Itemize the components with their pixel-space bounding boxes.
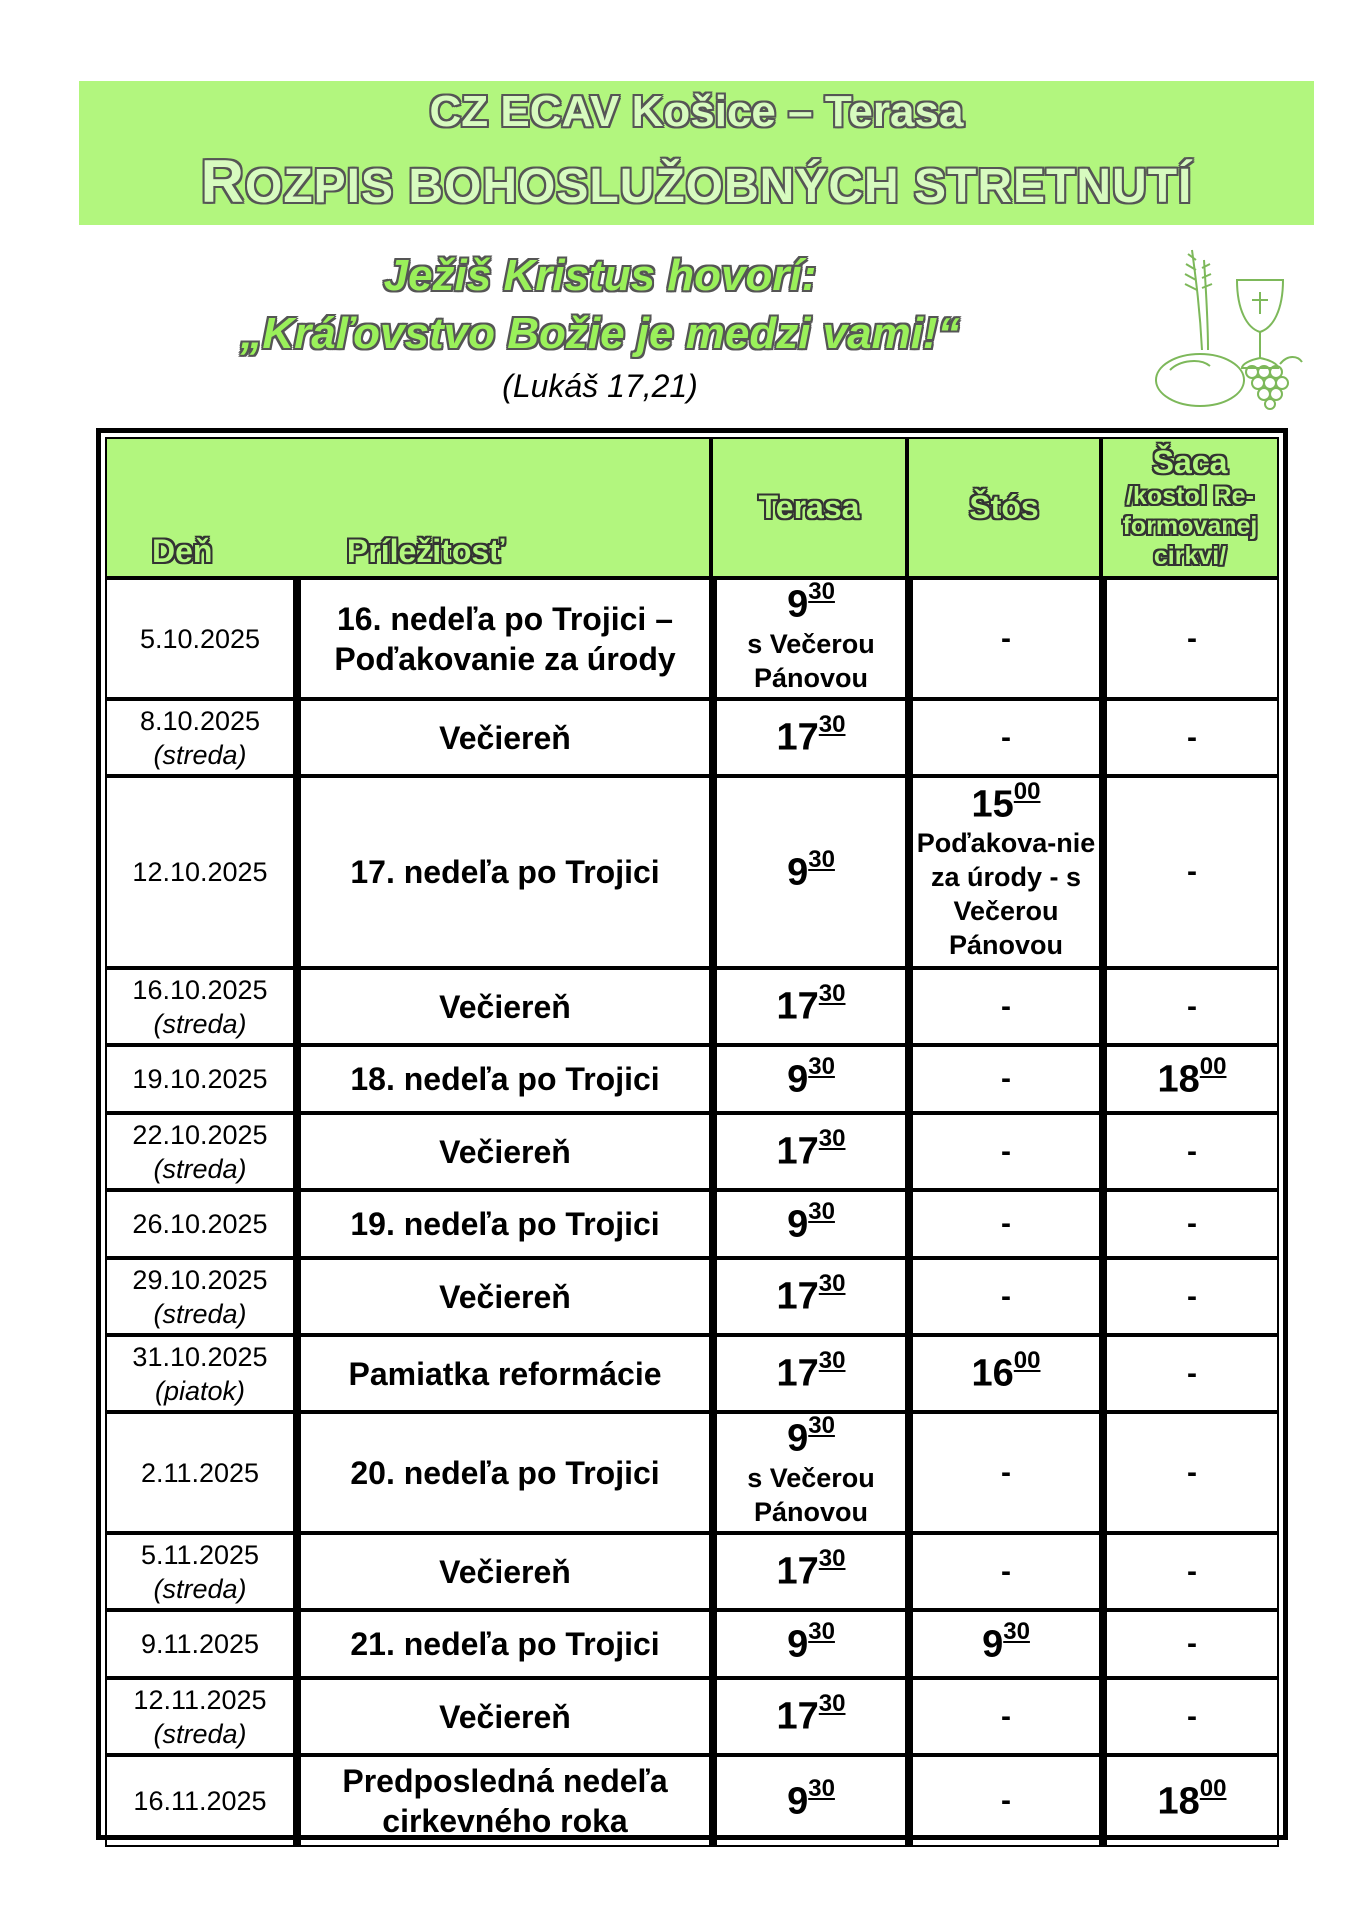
saca-cell (1101, 968, 1279, 1045)
time-minute: 30 (818, 1690, 846, 1718)
quote-reference: (Lukáš 17,21) (502, 368, 698, 404)
date-cell (105, 699, 295, 776)
stos-cell (907, 578, 1101, 699)
occasion-cell: Večiereň (295, 1678, 711, 1755)
occasion-cell: Večiereň (295, 699, 711, 776)
date-cell (105, 1755, 295, 1847)
header-saca (1101, 437, 1279, 578)
no-service-dash: - (1001, 720, 1011, 754)
saca-cell (1101, 699, 1279, 776)
stos-cell (907, 1190, 1101, 1258)
schedule-table (105, 437, 1279, 1847)
date-value: 2.11.2025 (140, 1457, 260, 1488)
terasa-cell (711, 1045, 907, 1113)
occasion-cell: Večiereň (295, 968, 711, 1045)
stos-cell (907, 1533, 1101, 1610)
time-hour: 9 (787, 583, 809, 626)
time-hour: 17 (776, 1352, 819, 1395)
stos-cell (907, 1678, 1101, 1755)
schedule-title-rest: OZPIS BOHOSLUŽOBNÝCH STRETNUTÍ (245, 160, 1193, 213)
time-hour: 9 (982, 1623, 1004, 1666)
saca-cell (1101, 776, 1279, 968)
table-row (105, 1755, 1279, 1847)
service-time (913, 1347, 1099, 1396)
schedule-body (105, 578, 1279, 1847)
service-time (717, 980, 905, 1029)
date-cell (105, 1113, 295, 1190)
service-note: s Večerou Pánovou (747, 628, 875, 693)
header-saca-sub: /kostol Re-formovanej cirkvi/ (1122, 482, 1258, 570)
no-service-dash: - (1187, 989, 1197, 1023)
table-row (105, 699, 1279, 776)
service-time (913, 1617, 1099, 1667)
terasa-cell (711, 1258, 907, 1335)
table-row (105, 1258, 1279, 1335)
no-service-dash: - (1187, 1134, 1197, 1168)
time-minute: 30 (818, 980, 846, 1008)
no-service-dash: - (1187, 1356, 1197, 1390)
schedule-table-frame (96, 428, 1288, 1840)
date-cell (105, 1678, 295, 1755)
no-service-dash: - (1001, 1207, 1011, 1240)
time-hour: 9 (787, 1058, 809, 1101)
service-time (717, 845, 905, 895)
no-service-dash: - (1001, 1455, 1011, 1489)
time-hour: 9 (787, 1780, 809, 1823)
time-minute: 30 (808, 578, 835, 606)
service-time (717, 1052, 905, 1102)
no-service-dash: - (1001, 1134, 1011, 1168)
date-value: 16.11.2025 (133, 1786, 267, 1816)
service-time (717, 1690, 905, 1739)
time-hour: 16 (971, 1352, 1014, 1395)
date-value: 29.10.2025 (132, 1264, 268, 1295)
time-minute: 00 (1013, 777, 1041, 805)
terasa-cell (711, 1678, 907, 1755)
occasion-cell: Večiereň (295, 1113, 711, 1190)
saca-cell (1101, 1258, 1279, 1335)
time-minute: 30 (1003, 1617, 1030, 1645)
time-minute: 30 (818, 711, 846, 739)
service-note: Poďakova-nie za úrody - s Večerou Pánovou (916, 828, 1096, 961)
saca-cell (1101, 1113, 1279, 1190)
time-hour: 17 (776, 1275, 819, 1318)
service-time (717, 1617, 905, 1667)
time-minute: 30 (808, 1197, 835, 1225)
table-row (105, 1610, 1279, 1678)
date-weekday: (streda) (153, 1298, 247, 1329)
no-service-dash: - (1001, 1784, 1011, 1817)
terasa-cell (711, 1755, 907, 1847)
no-service-dash: - (1187, 1455, 1197, 1489)
service-time (717, 1545, 905, 1594)
stos-cell (907, 699, 1101, 776)
service-time (717, 1347, 905, 1396)
saca-cell (1101, 578, 1279, 699)
service-time (717, 1774, 905, 1824)
saca-cell (1101, 1533, 1279, 1610)
time-minute: 30 (808, 1412, 835, 1440)
terasa-cell (711, 578, 907, 699)
time-hour: 9 (787, 1203, 809, 1246)
no-service-dash: - (1187, 1699, 1197, 1733)
table-row (105, 578, 1279, 699)
time-hour: 9 (787, 851, 809, 894)
stos-cell (907, 1335, 1101, 1412)
saca-cell (1101, 1412, 1279, 1533)
time-minute: 30 (818, 1125, 846, 1153)
table-row (105, 776, 1279, 968)
terasa-cell (711, 776, 907, 968)
occasion-cell: Pamiatka reformácie (295, 1335, 711, 1412)
header-banner (79, 81, 1314, 225)
date-value: 9.11.2025 (140, 1629, 260, 1659)
table-row (105, 1335, 1279, 1412)
schedule-title (79, 147, 1314, 216)
service-time (717, 1412, 905, 1461)
time-minute: 30 (808, 845, 835, 873)
time-minute: 30 (818, 1347, 846, 1375)
no-service-dash: - (1001, 989, 1011, 1023)
table-row (105, 1190, 1279, 1258)
stos-cell (907, 1755, 1101, 1847)
date-cell (105, 1412, 295, 1533)
saca-cell (1101, 1045, 1279, 1113)
date-value: 12.11.2025 (133, 1684, 267, 1715)
time-hour: 17 (776, 1550, 819, 1593)
service-time (717, 711, 905, 760)
date-value: 31.10.2025 (132, 1341, 268, 1372)
header-terasa: Terasa (711, 437, 907, 578)
date-value: 26.10.2025 (132, 1209, 268, 1239)
no-service-dash: - (1001, 1062, 1011, 1095)
occasion-cell: 17. nedeľa po Trojici (295, 776, 711, 968)
date-cell (105, 1258, 295, 1335)
time-minute: 30 (808, 1617, 835, 1645)
no-service-dash: - (1001, 621, 1011, 655)
chalice-bread-grapes-icon (1152, 240, 1308, 410)
date-value: 22.10.2025 (132, 1119, 268, 1150)
saca-cell (1101, 1610, 1279, 1678)
time-hour: 15 (971, 783, 1014, 826)
service-time (717, 578, 905, 627)
no-service-dash: - (1187, 855, 1197, 888)
no-service-dash: - (1187, 1207, 1197, 1240)
table-row (105, 1113, 1279, 1190)
no-service-dash: - (1001, 1279, 1011, 1313)
time-minute: 30 (818, 1270, 846, 1298)
date-cell (105, 578, 295, 699)
date-cell (105, 968, 295, 1045)
saca-cell (1101, 1755, 1279, 1847)
no-service-dash: - (1187, 1554, 1197, 1588)
date-cell (105, 1610, 295, 1678)
date-weekday: (streda) (153, 1153, 247, 1184)
header-occasion: Príležitosť (346, 533, 505, 569)
date-value: 12.10.2025 (132, 857, 268, 887)
date-cell (105, 1190, 295, 1258)
date-value: 19.10.2025 (132, 1064, 268, 1094)
occasion-cell: 19. nedeľa po Trojici (295, 1190, 711, 1258)
occasion-cell: Večiereň (295, 1258, 711, 1335)
time-minute: 00 (1199, 1774, 1227, 1802)
time-hour: 17 (776, 1695, 819, 1738)
no-service-dash: - (1187, 1279, 1197, 1313)
time-minute: 30 (808, 1052, 835, 1080)
date-cell (105, 1335, 295, 1412)
service-note: s Večerou Pánovou (747, 1462, 875, 1527)
time-minute: 30 (818, 1545, 846, 1573)
stos-cell (907, 1258, 1101, 1335)
table-header-row (105, 437, 1279, 578)
date-weekday: (streda) (153, 1718, 247, 1749)
time-hour: 17 (776, 985, 819, 1028)
no-service-dash: - (1001, 1699, 1011, 1733)
terasa-cell (711, 1190, 907, 1258)
header-day: Deň (152, 533, 213, 569)
date-value: 16.10.2025 (132, 974, 268, 1005)
schedule-title-initial: R (200, 148, 245, 215)
saca-cell (1101, 1678, 1279, 1755)
occasion-cell: 20. nedeľa po Trojici (295, 1412, 711, 1533)
date-weekday: (streda) (153, 739, 247, 770)
no-service-dash: - (1187, 1627, 1197, 1660)
occasion-cell: Predposledná nedeľa cirkevného roka (295, 1755, 711, 1847)
time-hour: 18 (1157, 1058, 1200, 1101)
header-day-occasion (105, 437, 711, 578)
time-minute: 00 (1013, 1347, 1041, 1375)
header-saca-title: Šaca (1152, 444, 1228, 480)
occasion-cell: 16. nedeľa po Trojici – Poďakovanie za úrody (295, 578, 711, 699)
table-row (105, 1533, 1279, 1610)
terasa-cell (711, 1335, 907, 1412)
time-hour: 17 (776, 1130, 819, 1173)
stos-cell (907, 968, 1101, 1045)
terasa-cell (711, 968, 907, 1045)
no-service-dash: - (1001, 1554, 1011, 1588)
table-row (105, 968, 1279, 1045)
date-weekday: (piatok) (154, 1375, 246, 1406)
time-hour: 9 (787, 1623, 809, 1666)
stos-cell (907, 1610, 1101, 1678)
terasa-cell (711, 1412, 907, 1533)
occasion-cell: Večiereň (295, 1533, 711, 1610)
terasa-cell (711, 1533, 907, 1610)
service-time (913, 777, 1099, 827)
table-row (105, 1412, 1279, 1533)
occasion-cell: 21. nedeľa po Trojici (295, 1610, 711, 1678)
service-time (717, 1125, 905, 1174)
date-weekday: (streda) (153, 1573, 247, 1604)
quote-intro: Ježiš Kristus hovorí: (383, 251, 817, 300)
service-time (717, 1270, 905, 1319)
stos-cell (907, 1113, 1101, 1190)
time-hour: 18 (1157, 1780, 1200, 1823)
date-value: 8.10.2025 (139, 705, 261, 736)
date-value: 5.10.2025 (139, 623, 261, 654)
date-cell (105, 776, 295, 968)
date-value: 5.11.2025 (140, 1539, 260, 1570)
saca-cell (1101, 1335, 1279, 1412)
date-weekday: (streda) (153, 1008, 247, 1039)
stos-cell (907, 1412, 1101, 1533)
date-cell (105, 1045, 295, 1113)
time-hour: 17 (776, 716, 819, 759)
terasa-cell (711, 699, 907, 776)
time-minute: 30 (808, 1774, 835, 1802)
service-time (1107, 1774, 1277, 1824)
stos-cell (907, 776, 1101, 968)
header-stos: Štós (907, 437, 1101, 578)
time-minute: 00 (1199, 1052, 1227, 1080)
no-service-dash: - (1187, 720, 1197, 754)
parish-title: CZ ECAV Košice – Terasa (429, 87, 964, 136)
table-row (105, 1678, 1279, 1755)
service-time (717, 1197, 905, 1247)
no-service-dash: - (1187, 621, 1197, 655)
occasion-cell: 18. nedeľa po Trojici (295, 1045, 711, 1113)
date-cell (105, 1533, 295, 1610)
table-row (105, 1045, 1279, 1113)
terasa-cell (711, 1113, 907, 1190)
stos-cell (907, 1045, 1101, 1113)
time-hour: 9 (787, 1417, 809, 1460)
terasa-cell (711, 1610, 907, 1678)
saca-cell (1101, 1190, 1279, 1258)
service-time (1107, 1052, 1277, 1102)
quote-text: „Kráľovstvo Božie je medzi vami!“ (240, 309, 960, 358)
